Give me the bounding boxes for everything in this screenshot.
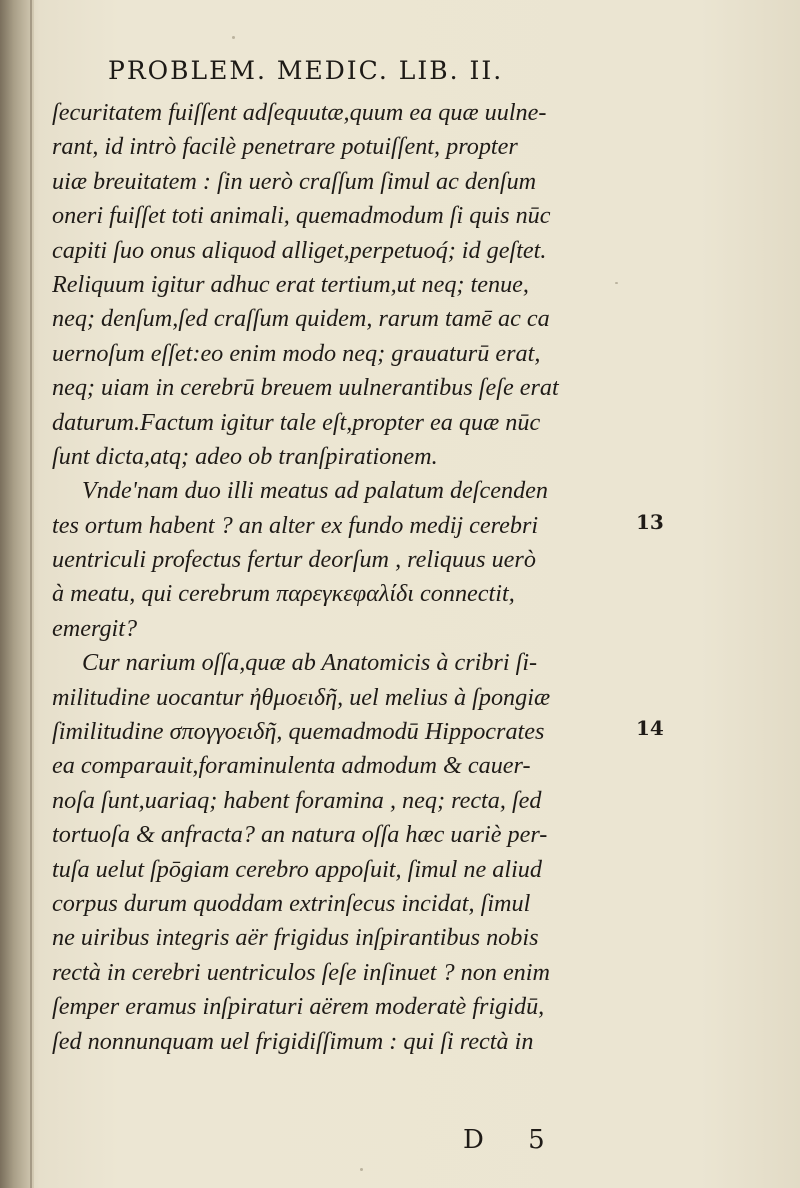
text-line: uiæ breuitatem : ſin uerò craſſum ſimul ac denſum xyxy=(52,167,537,195)
margin-number: 14 xyxy=(636,716,664,740)
text-line: neq; uiam in cerebrū breuem uulnerantibus ſeſe erat xyxy=(52,374,559,402)
text-line: tes ortum habent ? an alter ex fundo medij cerebri xyxy=(52,511,539,539)
running-head: PROBLEM. MEDIC. LIB. II. xyxy=(108,56,504,85)
paper-speck xyxy=(615,282,618,284)
text-line: oneri fuiſſet toti animali, quemadmodum ſi quis nūc xyxy=(52,202,551,230)
text-line: ſemper eramus inſpiraturi aërem moderatè frigidū, xyxy=(52,993,545,1021)
text-line: uentriculi profectus fertur deorſum , reliquus uerò xyxy=(52,546,536,574)
text-line: capiti ſuo onus aliquod alliget,perpetuoq́; id geſtet. xyxy=(52,236,547,264)
text-line: neq; denſum,ſed craſſum quidem, rarum tamē ac ca xyxy=(52,305,550,333)
text-line: corpus durum quoddam extrinſecus incidat, ſimul xyxy=(52,889,531,917)
text-line: tortuoſa & anfracta? an natura oſſa hæc uariè per- xyxy=(52,821,548,849)
text-line: ſed nonnunquam uel frigidiſſimum : qui ſi rectà in xyxy=(52,1027,534,1055)
text-line: uernoſum eſſet:eo enim modo neq; grauaturū erat, xyxy=(52,339,541,367)
text-line: rant, id intrò facilè penetrare potuiſſent, propter xyxy=(52,133,518,161)
text-line: ſecuritatem fuiſſent adſequutæ,quum ea quæ uulne- xyxy=(52,99,547,126)
text-line: Cur narium oſſa,quæ ab Anatomicis à cribri ſi- xyxy=(82,649,538,677)
gutter-shadow-line xyxy=(30,0,32,1188)
text-line: daturum.Factum igitur tale eſt,propter ea quæ nūc xyxy=(52,408,541,436)
text-line: ne uiribus integris aër frigidus inſpirantibus nobis xyxy=(52,924,539,952)
binding-gutter xyxy=(0,0,34,1188)
text-line: Vnde'nam duo illi meatus ad palatum deſcenden xyxy=(82,477,548,505)
text-line: ea comparauit,foraminulenta admodum & cauer- xyxy=(52,752,531,780)
text-line: noſa ſunt,uariaq; habent foramina , neq; recta, ſed xyxy=(52,786,542,814)
text-line: tuſa uelut ſpōgiam cerebro appoſuit, ſimul ne aliud xyxy=(52,855,542,883)
signature-mark: D 5 xyxy=(463,1125,563,1155)
paper-speck xyxy=(360,1168,363,1171)
text-line: militudine uocantur ἠθμοειδῆ, uel melius à ſpongiæ xyxy=(52,683,551,711)
text-line: ſimilitudine σπογγοειδῆ, quemadmodū Hippocrates xyxy=(52,718,545,746)
paper-speck xyxy=(232,36,235,39)
text-line: rectà in cerebri uentriculos ſeſe inſinuet ? non enim xyxy=(52,958,550,986)
text-line: ſunt dicta,atq; adeo ob tranſpirationem. xyxy=(52,442,438,470)
text-line: emergit? xyxy=(52,614,138,642)
body-text xyxy=(52,96,622,1059)
margin-number: 13 xyxy=(636,510,664,534)
text-line: Reliquum igitur adhuc erat tertium,ut neq; tenue, xyxy=(52,270,529,298)
text-line: à meatu, qui cerebrum παρεγκεφαλίδι connectit, xyxy=(52,580,515,608)
